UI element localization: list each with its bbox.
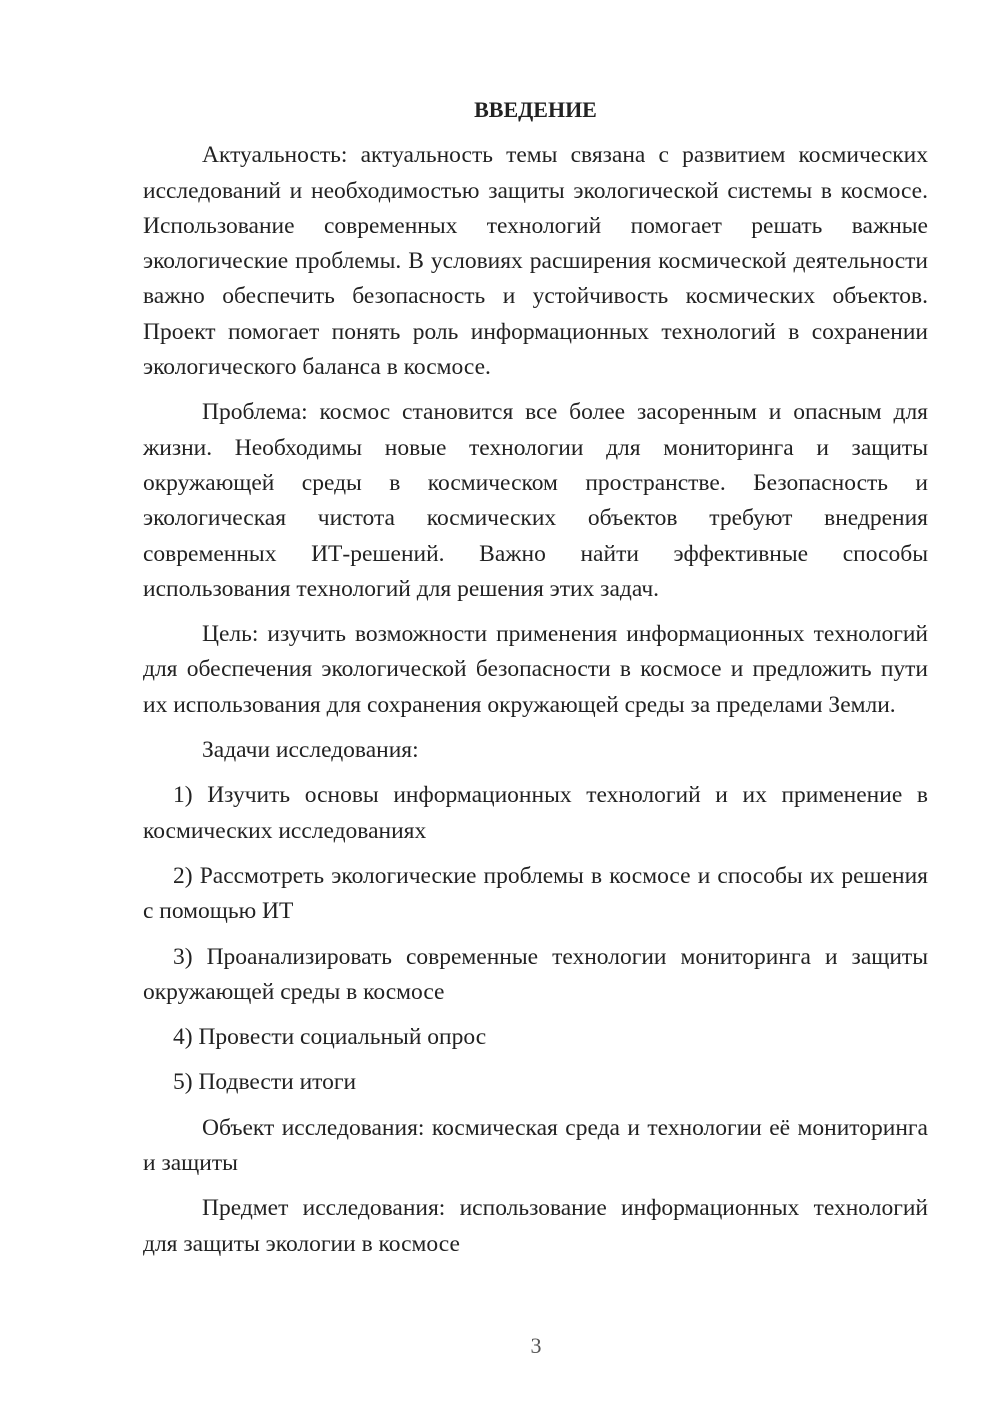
relevance-paragraph: Актуальность: актуальность темы связана с развитием космических исследований и необходимостью защиты экологической системы в космосе. Использование современных технологий помогает решать важные экологические проблемы. В условиях расширения космической деятельности важно обеспечить безопасность и устойчивость космических объектов. Проект помогает понять роль информационных технологий в сохранении экологического баланса в космосе. [143, 142, 928, 381]
section-title: ВВЕДЕНИЕ [474, 97, 597, 122]
task-item-1: 1) Изучить основы информационных технологий и их применение в космических исследованиях [143, 782, 928, 844]
task-item-3: 3) Проанализировать современные технологии мониторинга и защиты окружающей среды в космосе [143, 943, 928, 1005]
task-item-5: 5) Подвести итоги [173, 1069, 357, 1096]
object-paragraph: Объект исследования: космическая среда и технологии её мониторинга и защиты [143, 1114, 928, 1177]
goal-paragraph: Цель: изучить возможности применения информационных технологий для обеспечения экологической безопасности в космосе и предложить пути их использования для сохранения окружающей среды за пределами Земли. [143, 621, 928, 718]
document-page [143, 92, 928, 1272]
tasks-heading: Задачи исследования: [202, 737, 419, 764]
page-number: 3 [530, 1333, 542, 1358]
problem-paragraph: Проблема: космос становится все более засоренным и опасным для жизни. Необходимы новые технологии для мониторинга и защиты окружающей среды в космическом пространстве. Безопасность и экологическая чистота космических объектов требуют внедрения современных ИТ-решений. Важно найти эффективные способы использования технологий для решения этих задач. [143, 399, 928, 602]
task-item-4: 4) Провести социальный опрос [173, 1024, 487, 1051]
subject-paragraph: Предмет исследования: использование информационных технологий для защиты экологии в космосе [143, 1195, 928, 1257]
task-item-2: 2) Рассмотреть экологические проблемы в космосе и способы их решения с помощью ИТ [143, 862, 928, 925]
